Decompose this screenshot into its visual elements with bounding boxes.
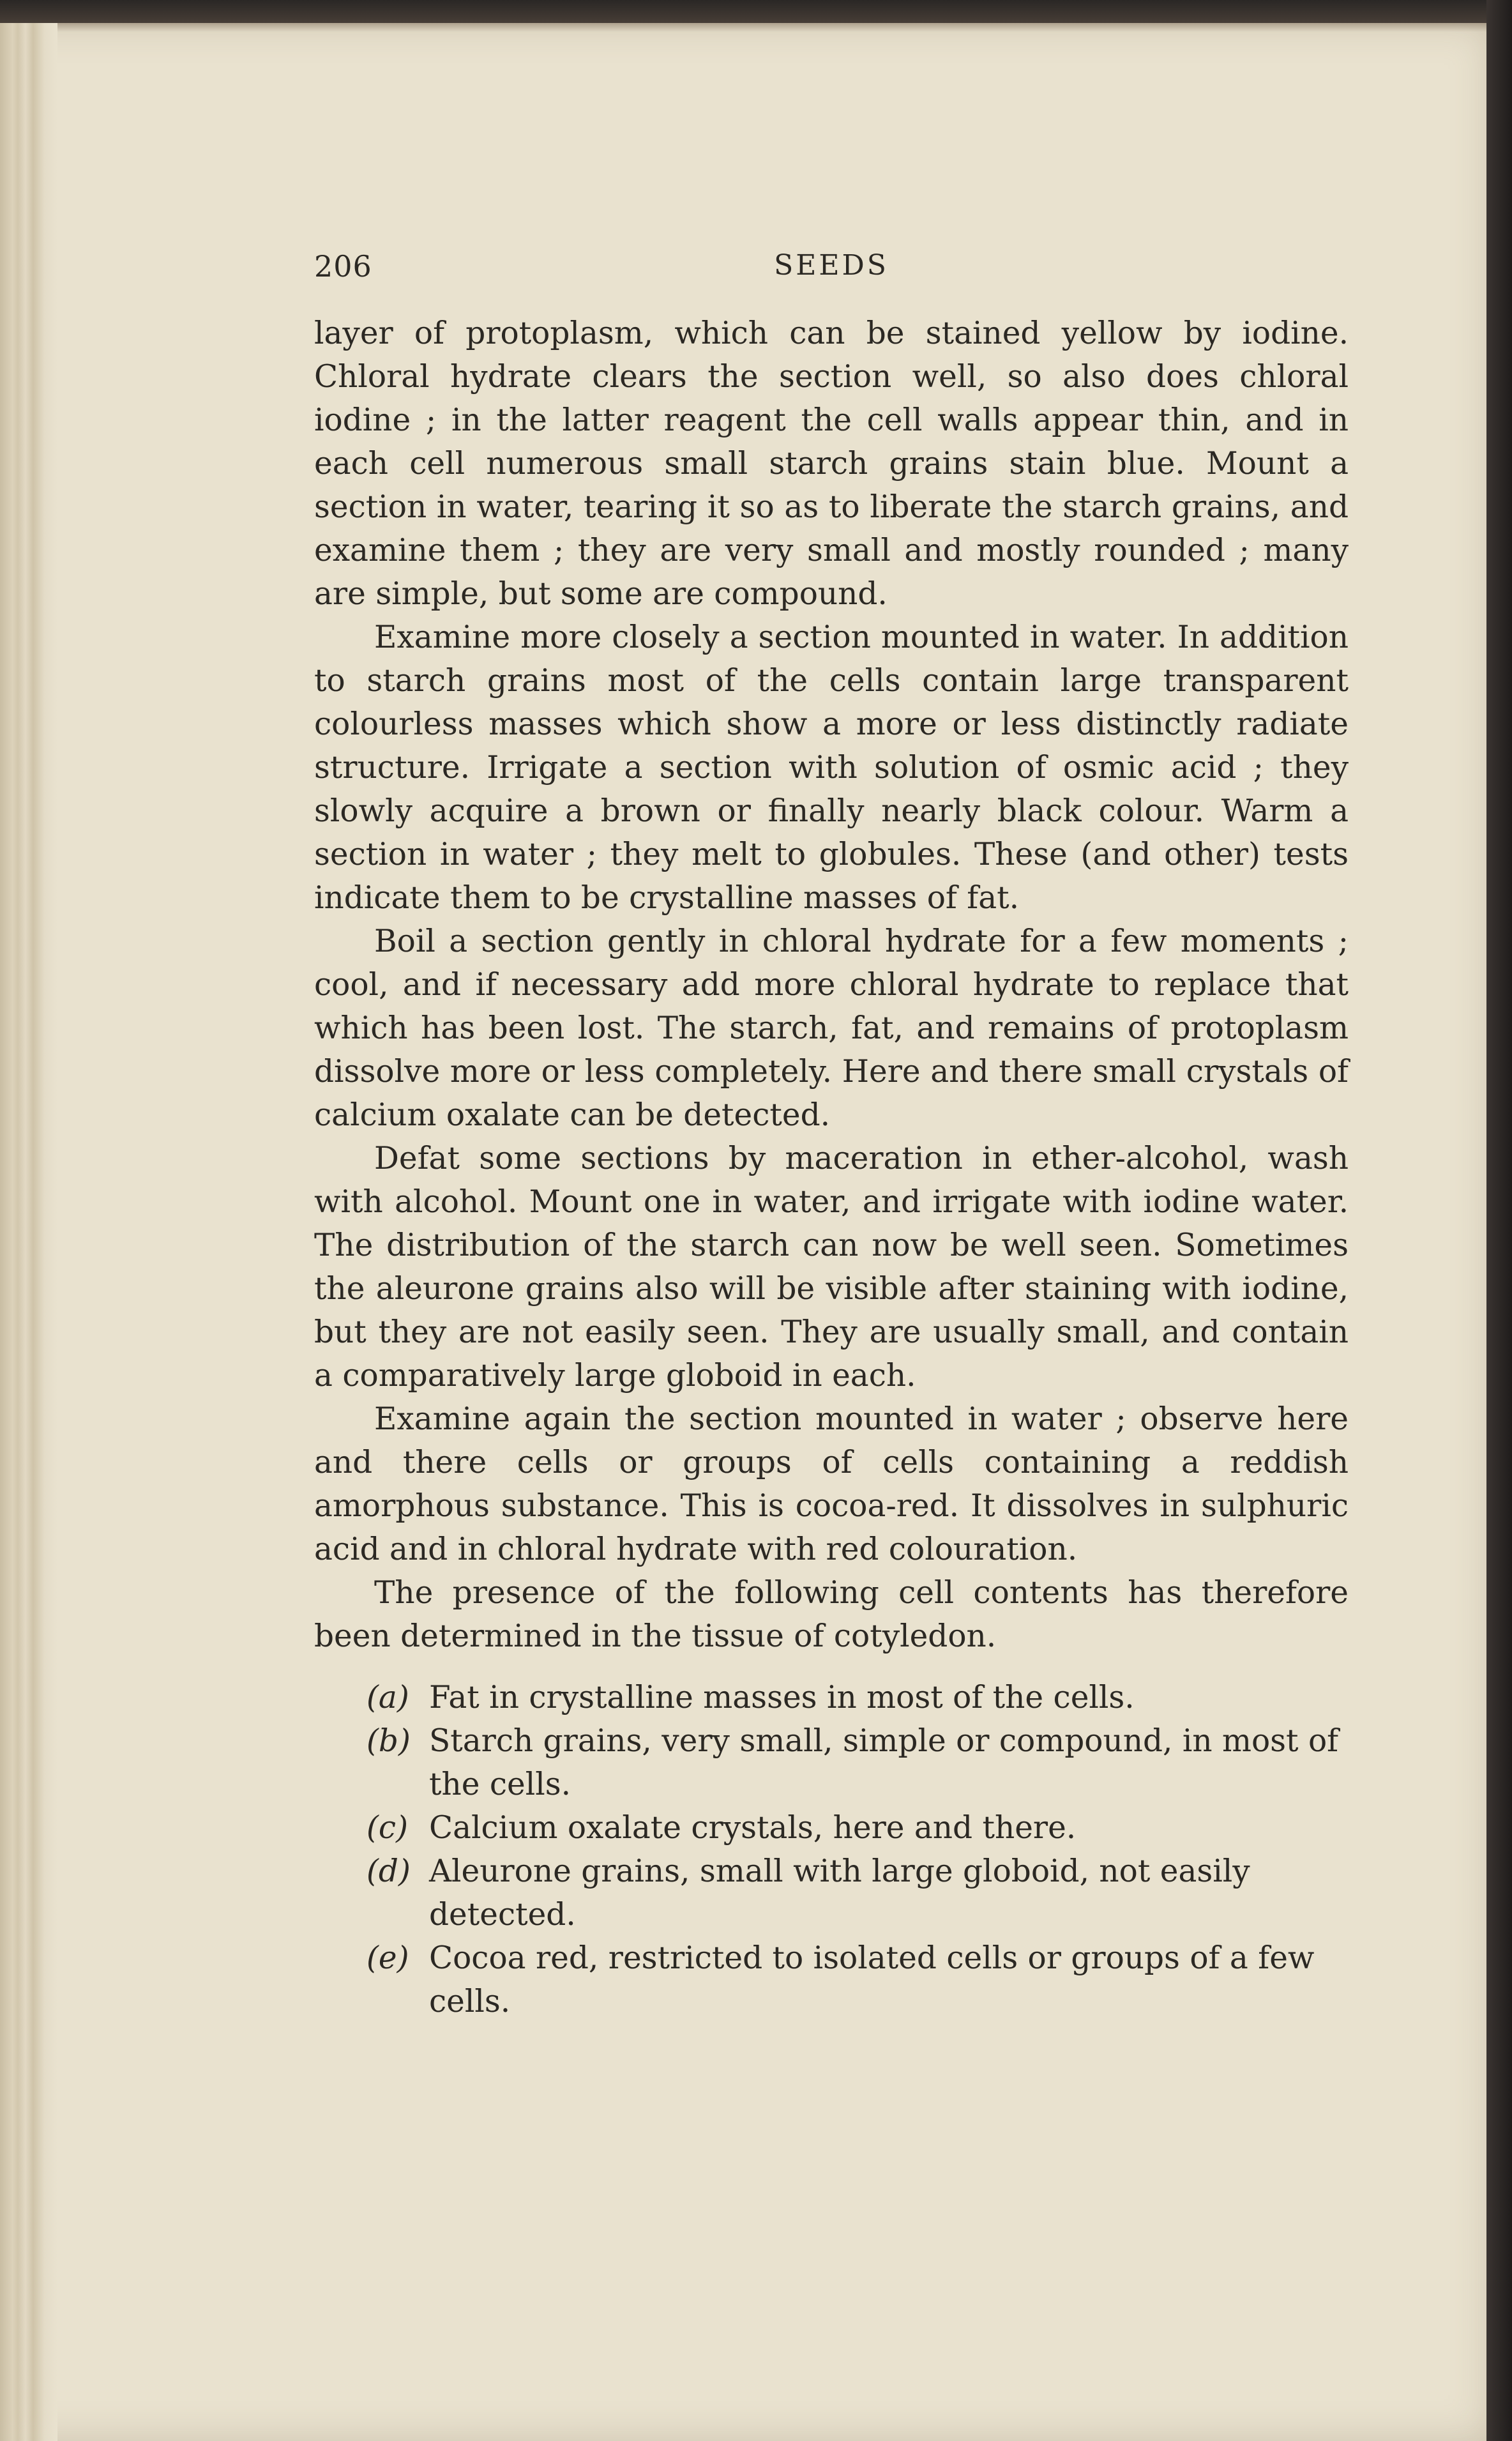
paragraph: Defat some sections by maceration in ether-alcohol, wash with alcohol. Mount one in water, and irrigate with iodine water. The distribution of the starch can now be well seen. Sometimes the aleurone grains also will be visible after staining with iodine, but they are not easily seen. They are usually small, and contain a comparatively large globoid in each.	[314, 1141, 1349, 1394]
page-number: 206	[314, 249, 372, 284]
list-item-text: Aleurone grains, small with large globoid, not easily detected.	[429, 1853, 1250, 1933]
page-header	[314, 249, 1349, 287]
book-cover-right-edge	[1486, 0, 1512, 2441]
list-marker: (a)	[367, 1680, 409, 1715]
cell-contents-list	[314, 1676, 1349, 2023]
body-text	[314, 312, 1349, 2023]
paragraph: Examine again the section mounted in water ; observe here and there cells or groups of cells containing a reddish amorphous substance. This is cocoa-red. It dissolves in sulphuric acid and in chloral hydrate with red colouration.	[314, 1401, 1349, 1567]
list-item	[314, 1936, 1349, 2023]
list-marker: (d)	[367, 1853, 411, 1889]
list-item-text: Cocoa red, restricted to isolated cells or groups of a few cells.	[429, 1940, 1315, 2019]
running-title: SEEDS	[774, 249, 889, 282]
list-item-text: Fat in crystalline masses in most of the cells.	[429, 1680, 1135, 1715]
list-marker: (c)	[367, 1810, 409, 1846]
page-stack-gutter	[0, 23, 57, 2441]
list-marker: (e)	[367, 1940, 409, 1976]
list-item-text: Starch grains, very small, simple or compound, in most of the cells.	[429, 1723, 1339, 1802]
paragraph: Boil a section gently in chloral hydrate for a few moments ; cool, and if necessary add more chloral hydrate to replace that which has been lost. The starch, fat, and remains of protoplasm dissolve more or less completely. Here and there small crystals of calcium oxalate can be detected.	[314, 924, 1349, 1133]
book-cover-top-edge	[0, 0, 1512, 26]
paragraph: layer of protoplasm, which can be stained yellow by iodine. Chloral hydrate clears the section well, so also does chloral iodine ; in the latter reagent the cell walls appear thin, and in each cell numerous small starch grains stain blue. Mount a section in water, tearing it so as to liberate the starch grains, and examine them ; they are very small and mostly rounded ; many are simple, but some are compound.	[314, 316, 1349, 612]
paragraph: The presence of the following cell contents has therefore been determined in the tissue of cotyledon.	[314, 1575, 1349, 1654]
list-item-text: Calcium oxalate crystals, here and there.	[429, 1810, 1077, 1846]
list-marker: (b)	[367, 1723, 411, 1759]
list-item	[314, 1719, 1349, 1806]
paragraph: Examine more closely a section mounted in water. In addition to starch grains most of the cells contain large transparent colourless masses which show a more or less distinctly radiate structure. Irrigate a section with solution of osmic acid ; they slowly acquire a brown or finally nearly black colour. Warm a section in water ; they melt to globules. These (and other) tests indicate them to be crystalline masses of fat.	[314, 620, 1349, 916]
list-item	[314, 1806, 1349, 1850]
list-item	[314, 1676, 1349, 1719]
list-item	[314, 1850, 1349, 1936]
page-top-shadow	[57, 23, 1490, 32]
